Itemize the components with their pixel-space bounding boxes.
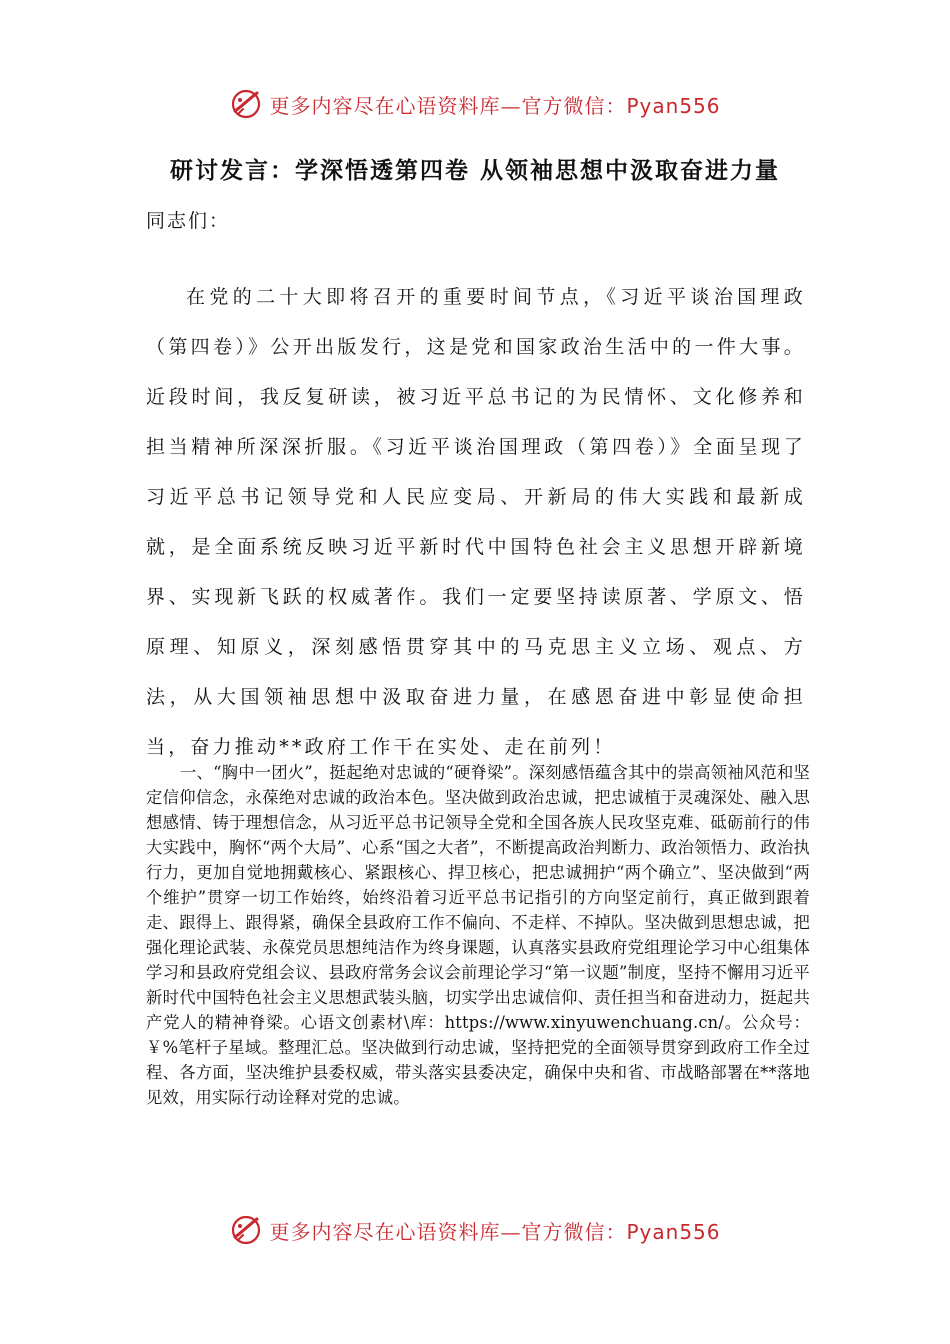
watermark-label: 更多内容尽在心语资料库—官方微信： — [269, 93, 627, 118]
header-watermark-banner — [0, 82, 950, 126]
pen-circle-logo-icon — [229, 87, 263, 121]
footer-watermark-banner — [0, 1208, 950, 1252]
section-one-paragraph: 一、“胸中一团火”，挺起绝对忠诚的“硬脊梁”。深刻感悟蕴含其中的崇高领袖风范和坚定信仰信念，永葆绝对忠诚的政治本色。坚决做到政治忠诚，把忠诚植于灵魂深处、融入思想感情、铸于理想信念，从习近平总书记领导全党和全国各族人民攻坚克难、砥砺前行的伟大实践中，胸怀“两个大局”、心系“国之大者”，不断提高政治判断力、政治领悟力、政治执行力，更加自觉地拥戴核心、紧跟核心、捍卫核心，把忠诚拥护“两个确立”、坚决做到“两个维护”贯穿一切工作始终，始终沿着习近平总书记指引的方向坚定前行，真正做到跟着走、跟得上、跟得紧，确保全县政府工作不偏向、不走样、不掉队。坚决做到思想忠诚，把强化理论武装、永葆党员思想纯洁作为终身课题，认真落实县政府党组理论学习中心组集体学习和县政府党组会议、县政府常务会议会前理论学习“第一议题”制度，坚持不懈用习近平新时代中国特色社会主义思想武装头脑，切实学出忠诚信仰、责任担当和奋进动力，挺起共产党人的精神脊梁。心语文创素材\库：https://www.xinyuwenchuang.cn/。公众号：￥%笔杆子星域。整理汇总。坚决做到行动忠诚，坚持把党的全面领导贯穿到政府工作全过程、各方面，坚决维护县委权威，带头落实县委决定，确保中央和省、市战略部署在**落地见效，用实际行动诠释对党的忠诚。 — [146, 763, 810, 1107]
pen-circle-logo-icon — [229, 1213, 263, 1247]
watermark-text — [269, 1216, 720, 1245]
salutation: 同志们： — [146, 210, 231, 232]
watermark-label: 更多内容尽在心语资料库—官方微信： — [269, 1219, 627, 1244]
intro-paragraph: 在党的二十大即将召开的重要时间节点，《习近平谈治国理政（第四卷）》公开出版发行，这是党和国家政治生活中的一件大事。近段时间，我反复研读，被习近平总书记的为民情怀、文化修养和担当精神所深深折服。《习近平谈治国理政（第四卷）》全面呈现了习近平总书记领导党和人民应变局、开新局的伟大实践和最新成就，是全面系统反映习近平新时代中国特色社会主义思想开辟新境界、实现新飞跃的权威著作。我们一定要坚持读原著、学原文、悟原理、知原义，深刻感悟贯穿其中的马克思主义立场、观点、方法，从大国领袖思想中汲取奋进力量，在感恩奋进中彰显使命担当，奋力推动**政府工作干在实处、走在前列！ — [146, 286, 806, 758]
watermark-text — [269, 90, 720, 119]
document-title: 研讨发言：学深悟透第四卷 从领袖思想中汲取奋进力量 — [169, 157, 780, 184]
watermark-wechat-handle: Pyan556 — [626, 93, 721, 118]
watermark-wechat-handle: Pyan556 — [626, 1219, 721, 1244]
